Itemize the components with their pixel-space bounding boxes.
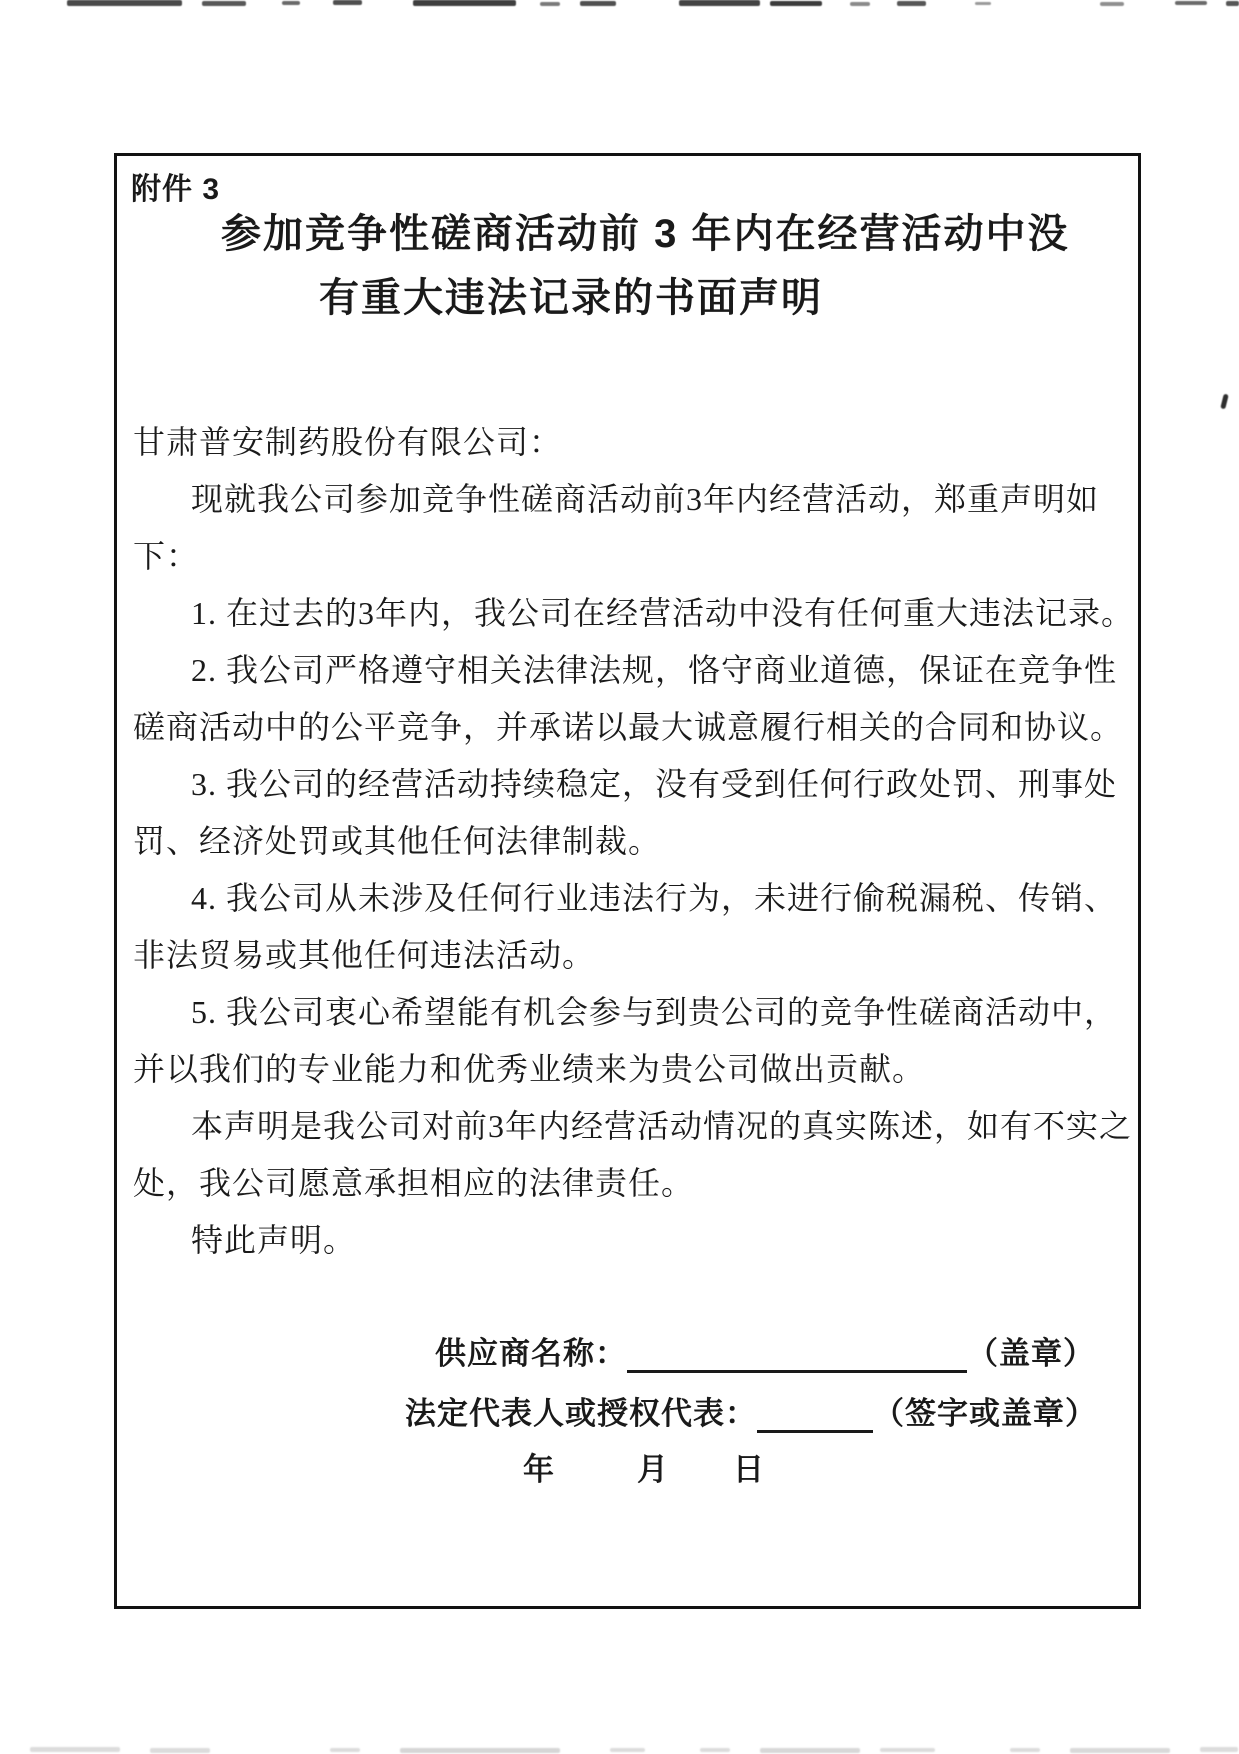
attachment-label: 附件 3 — [131, 173, 221, 206]
body-line: 5. 我公司衷心希望能有机会参与到贵公司的竞争性磋商活动中， — [191, 994, 1118, 1030]
body-line: 4. 我公司从未涉及任何行业违法行为，未进行偷税漏税、传销、 — [191, 880, 1118, 916]
supplier-name-row — [435, 1328, 1095, 1373]
body-line: 特此声明。 — [191, 1222, 357, 1258]
body-line: 处，我公司愿意承担相应的法律责任。 — [133, 1165, 695, 1201]
scan-artifact-bottom — [0, 1744, 1239, 1754]
representative-blank — [757, 1398, 873, 1433]
body-line: 下： — [133, 538, 200, 574]
date-day-label: 日 — [733, 1452, 765, 1487]
scan-artifact-top — [0, 0, 1239, 12]
body-line: 3. 我公司的经营活动持续稳定，没有受到任何行政处罚、刑事处 — [191, 766, 1118, 802]
supplier-name-blank — [627, 1338, 967, 1373]
date-month-label: 月 — [637, 1452, 669, 1487]
representative-row — [405, 1388, 1097, 1433]
document-title-line2: 有重大违法记录的书面声明 — [319, 276, 823, 320]
body-line: 并以我们的专业能力和优秀业绩来为贵公司做出贡献。 — [133, 1051, 926, 1087]
stray-ink-mark — [1220, 394, 1228, 410]
document-body — [133, 414, 1135, 1269]
body-line: 罚、经济处罚或其他任何法律制裁。 — [133, 823, 662, 859]
supplier-name-label: 供应商名称： — [435, 1336, 627, 1371]
body-line: 非法贸易或其他任何违法活动。 — [133, 937, 596, 973]
body-line: 磋商活动中的公平竞争，并承诺以最大诚意履行相关的合同和协议。 — [133, 709, 1124, 745]
document-border — [114, 153, 1141, 1609]
document-title-line1: 参加竞争性磋商活动前 3 年内在经营活动中没 — [221, 212, 1070, 256]
date-row — [523, 1444, 765, 1489]
representative-sign-note: （签字或盖章） — [873, 1396, 1097, 1431]
body-line: 现就我公司参加竞争性磋商活动前3年内经营活动，郑重声明如 — [191, 481, 1100, 517]
body-line: 2. 我公司严格遵守相关法律法规，恪守商业道德，保证在竞争性 — [191, 652, 1118, 688]
body-line: 1. 在过去的3年内，我公司在经营活动中没有任何重大违法记录。 — [191, 595, 1135, 631]
representative-label: 法定代表人或授权代表： — [405, 1396, 757, 1431]
date-year-label: 年 — [523, 1452, 555, 1487]
supplier-seal-note: （盖章） — [967, 1336, 1095, 1371]
body-line: 本声明是我公司对前3年内经营活动情况的真实陈述，如有不实之 — [191, 1108, 1133, 1144]
salutation: 甘肃普安制药股份有限公司： — [133, 424, 563, 460]
